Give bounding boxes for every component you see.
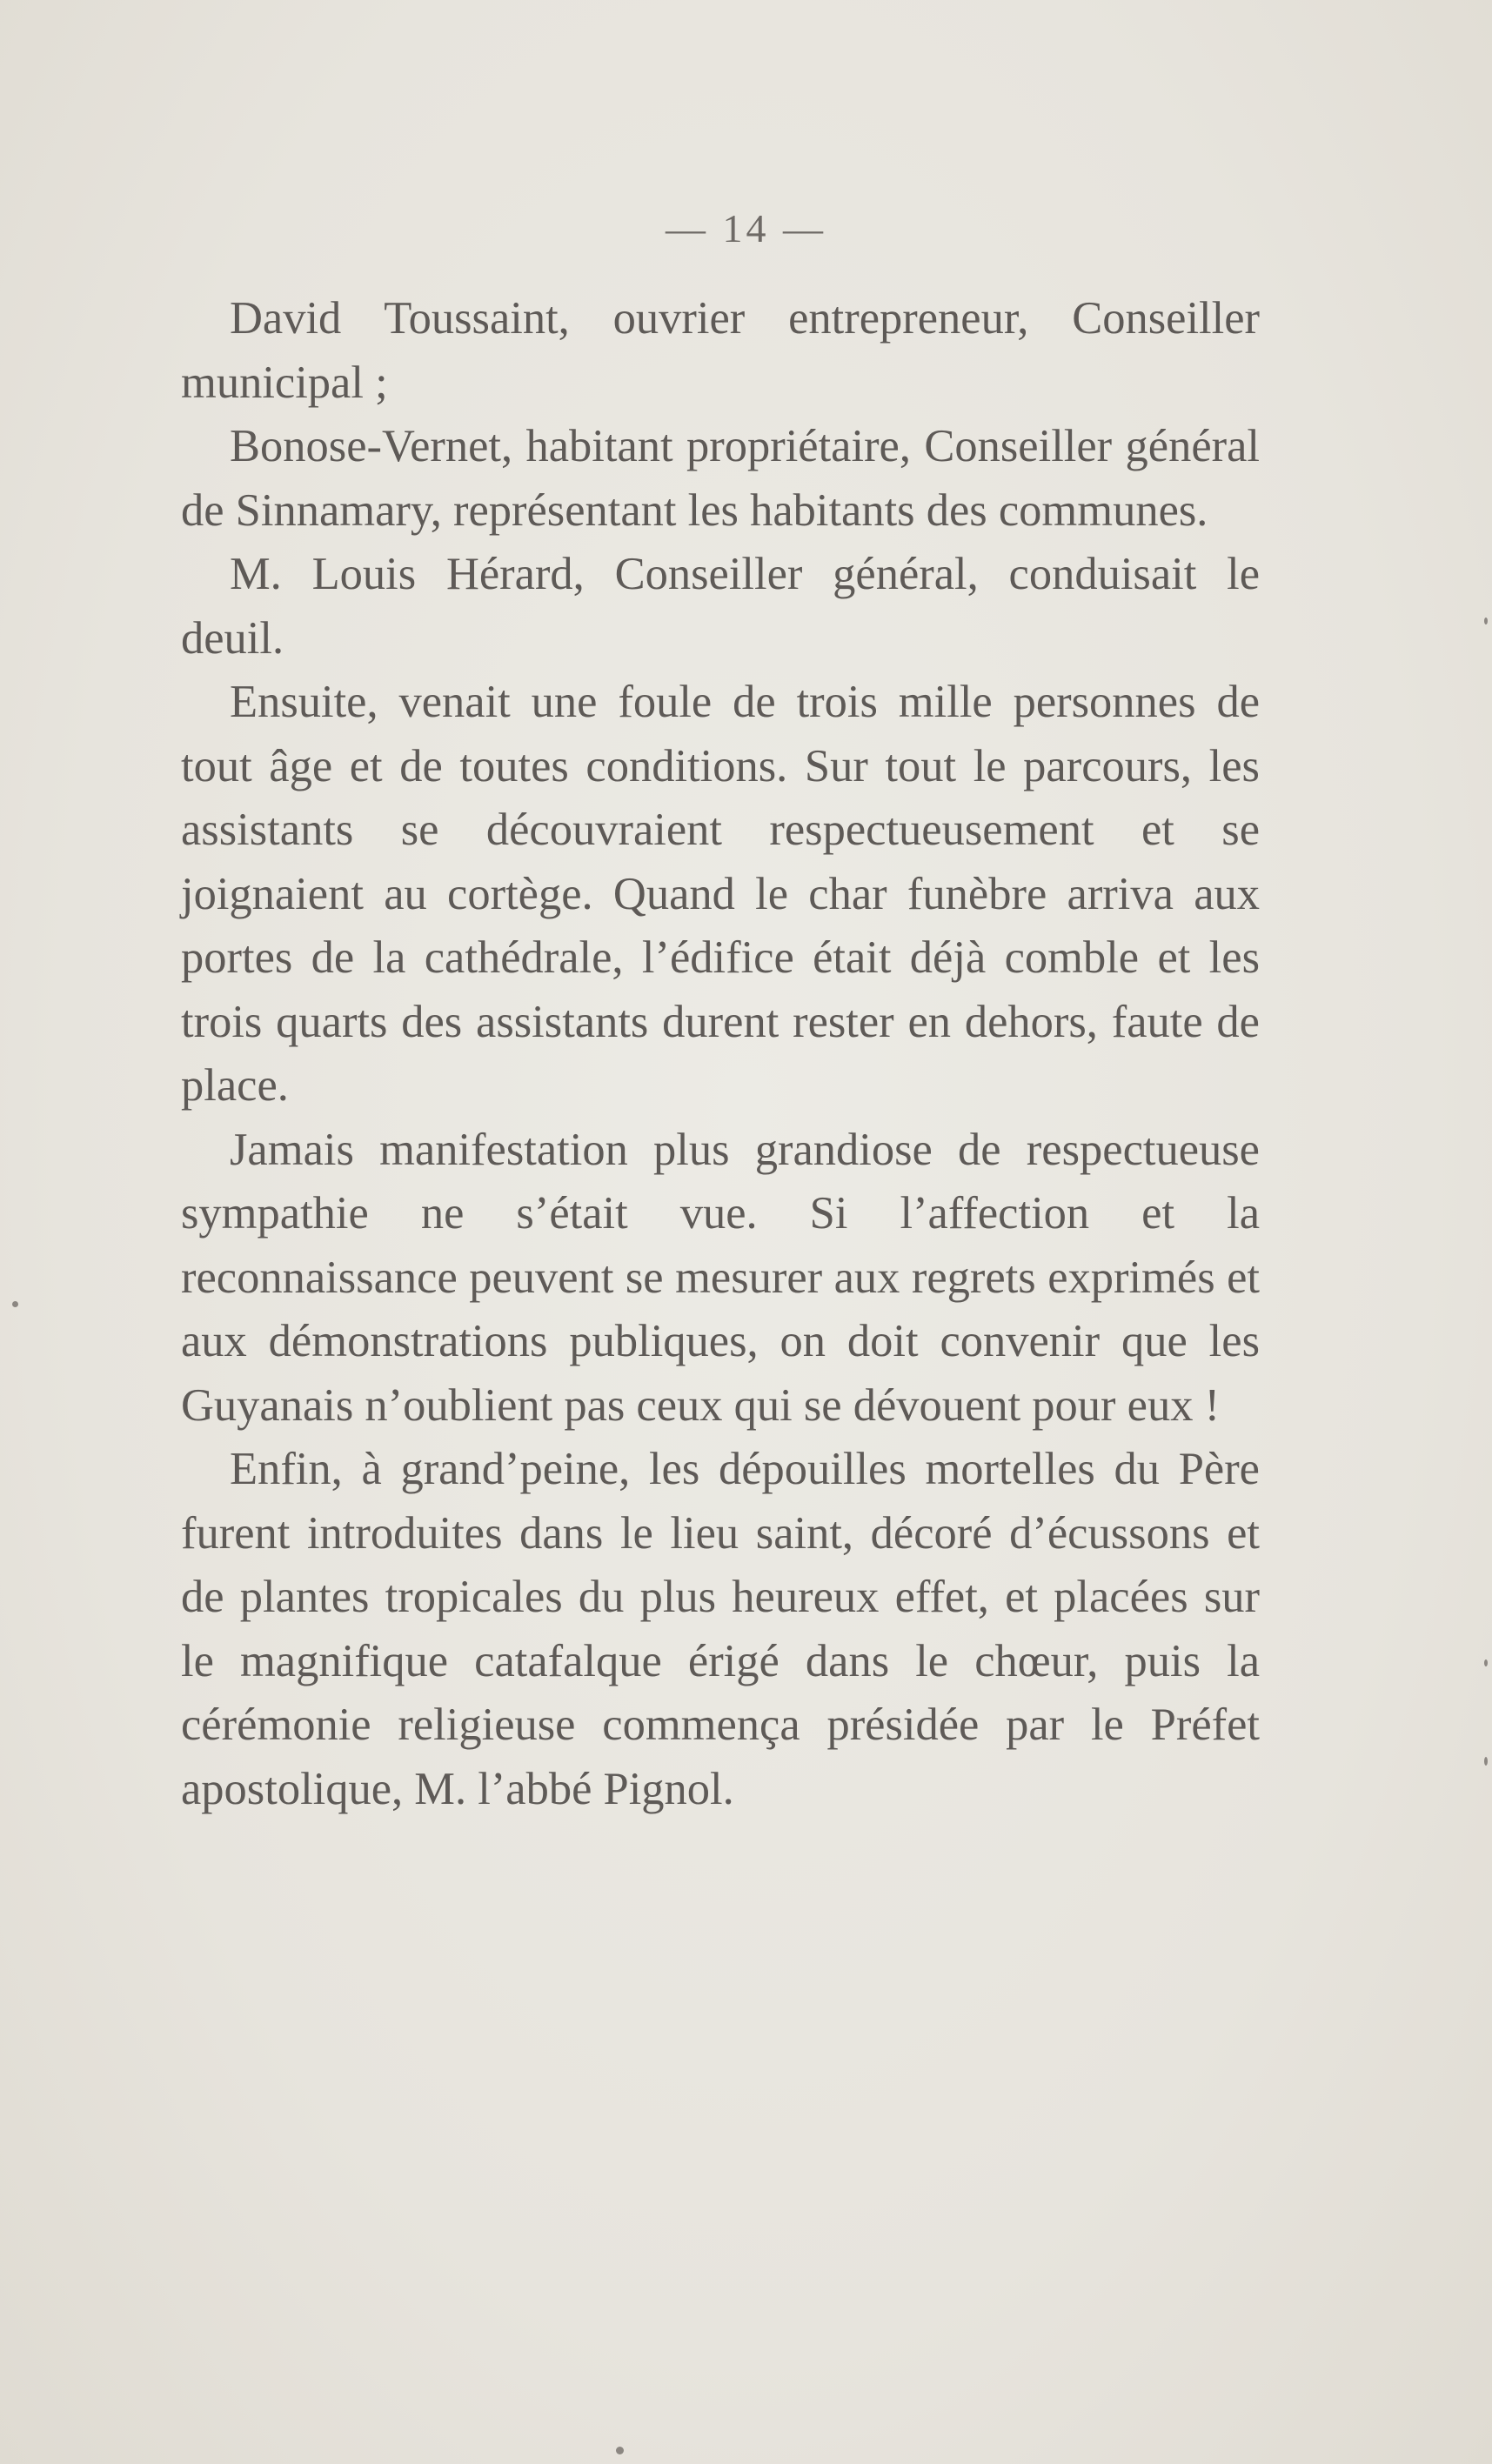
paragraph-6: Enfin, à grand’peine, les dépouilles mortelles du Père furent introduites dans le lieu saint, décoré d’écussons et de plantes tropicales du plus heureux effet, et placées sur le magnifique catafalque érigé dans le chœur, puis la cérémonie religieuse commença présidée par le Préfet apostolique, M. l’abbé Pignol.	[181, 1444, 1260, 1814]
paragraph-3: M. Louis Hérard, Conseiller général, conduisait le deuil.	[181, 549, 1260, 664]
body-text	[181, 287, 1260, 1821]
paragraph-4: Ensuite, venait une foule de trois mille personnes de tout âge et de toutes conditions. Sur tout le parcours, les assistants se découvraient respectueusement et se joignaient au cortège. Quand le char funèbre arriva aux portes de la cathédrale, l’édifice était déjà comble et les trois quarts des assistants durent rester en dehors, faute de place.	[181, 677, 1260, 1111]
paragraph-2: Bonose-Vernet, habitant propriétaire, Conseiller général de Sinnamary, représentant les habitants des communes.	[181, 421, 1260, 536]
page-number: — 14 —	[666, 206, 826, 250]
paragraph-1: David Toussaint, ouvrier entrepreneur, Conseiller municipal ;	[181, 293, 1260, 408]
paper-speck	[616, 2447, 624, 2454]
paragraph-5: Jamais manifestation plus grandiose de respectueuse sympathie ne s’était vue. Si l’affection et la reconnaissance peuvent se mesurer aux regrets exprimés et aux démonstrations publiques, on doit convenir que les Guyanais n’oublient pas ceux qui se dévouent pour eux !	[181, 1124, 1260, 1431]
paper-speck	[1484, 618, 1488, 624]
paper-speck	[12, 1301, 18, 1307]
paper-speck	[1484, 1659, 1488, 1666]
paper-speck	[1484, 1757, 1488, 1766]
